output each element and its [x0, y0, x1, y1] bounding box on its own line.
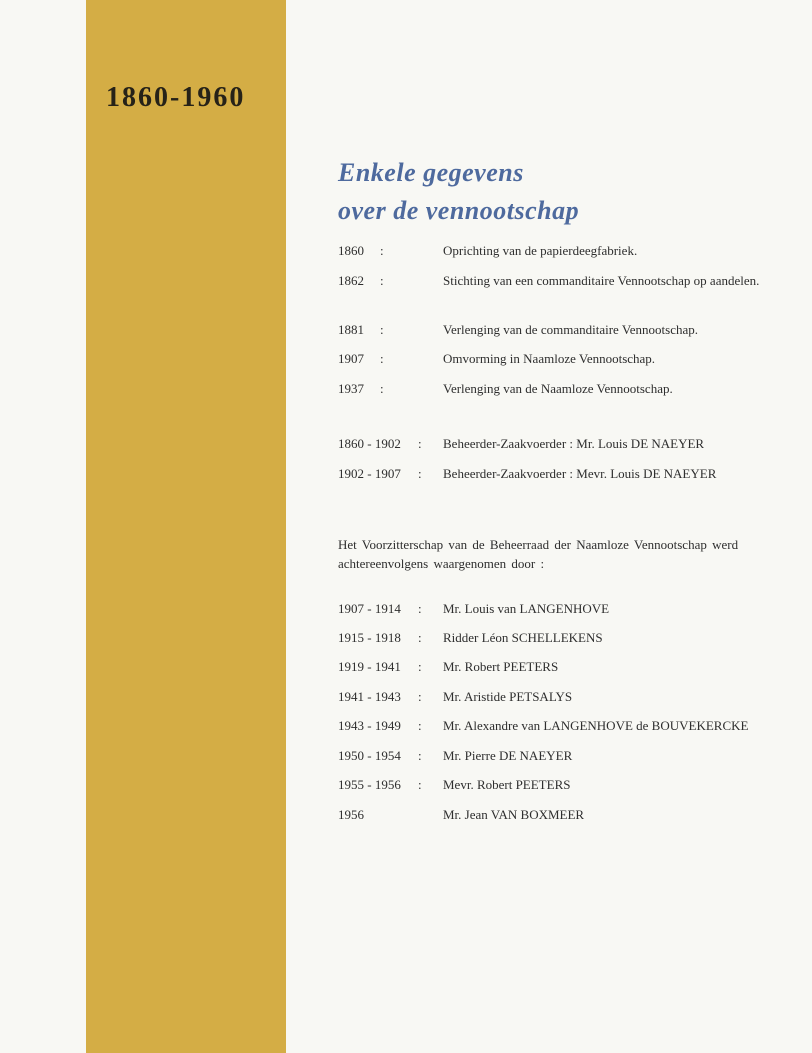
- chair-separator: :: [418, 659, 422, 674]
- milestone-separator: :: [380, 322, 384, 337]
- manager-text: Beheerder-Zaakvoerder : Mr. Louis DE NAEYER: [443, 436, 705, 451]
- chair-separator: :: [418, 718, 422, 733]
- chair-date: 1919 - 1941: [338, 659, 401, 674]
- chair-date: 1907 - 1914: [338, 601, 401, 616]
- milestone-separator: :: [380, 273, 384, 288]
- chair-date: 1941 - 1943: [338, 689, 401, 704]
- manager-separator: :: [418, 466, 422, 481]
- milestone-separator: :: [380, 351, 384, 366]
- chair-name: Mr. Pierre DE NAEYER: [443, 748, 573, 763]
- chair-separator: :: [418, 601, 422, 616]
- milestone-text: Verlenging van de commanditaire Vennootschap.: [443, 322, 698, 337]
- page-heading: [338, 154, 579, 230]
- heading-line-2: over de vennootschap: [338, 196, 580, 225]
- chair-separator: :: [418, 689, 422, 704]
- milestone-separator: :: [380, 243, 384, 258]
- chair-separator: :: [418, 630, 422, 645]
- milestone-text: Oprichting van de papierdeegfabriek.: [443, 243, 638, 258]
- milestone-date: 1881: [338, 322, 364, 337]
- chair-separator: :: [418, 748, 422, 763]
- gold-band: [86, 0, 286, 1053]
- chair-separator: :: [418, 777, 422, 792]
- milestone-date: 1937: [338, 381, 364, 396]
- chair-name: Mr. Robert PEETERS: [443, 659, 559, 674]
- chair-intro-paragraph: Het Voorzitterschap van de Beheerraad der Naamloze Vennootschap werd achtereenvolgens waargenomen door :: [338, 537, 739, 571]
- chair-date: 1950 - 1954: [338, 748, 401, 763]
- chair-name: Mr. Aristide PETSALYS: [443, 689, 573, 704]
- milestone-text: Verlenging van de Naamloze Vennootschap.: [443, 381, 673, 396]
- manager-date: 1902 - 1907: [338, 466, 401, 481]
- manager-text: Beheerder-Zaakvoerder : Mevr. Louis DE NAEYER: [443, 466, 717, 481]
- chair-date: 1915 - 1918: [338, 630, 401, 645]
- chair-name: Mr. Louis van LANGENHOVE: [443, 601, 610, 616]
- chair-name: Ridder Léon SCHELLEKENS: [443, 630, 603, 645]
- chair-name: Mr. Alexandre van LANGENHOVE de BOUVEKERCKE: [443, 718, 749, 733]
- chair-name: Mevr. Robert PEETERS: [443, 777, 571, 792]
- chair-date: 1943 - 1949: [338, 718, 401, 733]
- milestone-date: 1860: [338, 243, 364, 258]
- milestone-date: 1862: [338, 273, 364, 288]
- milestone-separator: :: [380, 381, 384, 396]
- chair-date: 1956: [338, 807, 364, 822]
- heading-line-1: Enkele gegevens: [338, 158, 524, 187]
- manager-separator: :: [418, 436, 422, 451]
- chair-name: Mr. Jean VAN BOXMEER: [443, 807, 585, 822]
- milestone-date: 1907: [338, 351, 364, 366]
- milestone-text: Stichting van een commanditaire Vennootschap op aandelen.: [443, 273, 760, 288]
- milestone-text: Omvorming in Naamloze Vennootschap.: [443, 351, 656, 366]
- manager-date: 1860 - 1902: [338, 436, 401, 451]
- band-years-title: 1860-1960: [106, 82, 246, 113]
- chair-date: 1955 - 1956: [338, 777, 401, 792]
